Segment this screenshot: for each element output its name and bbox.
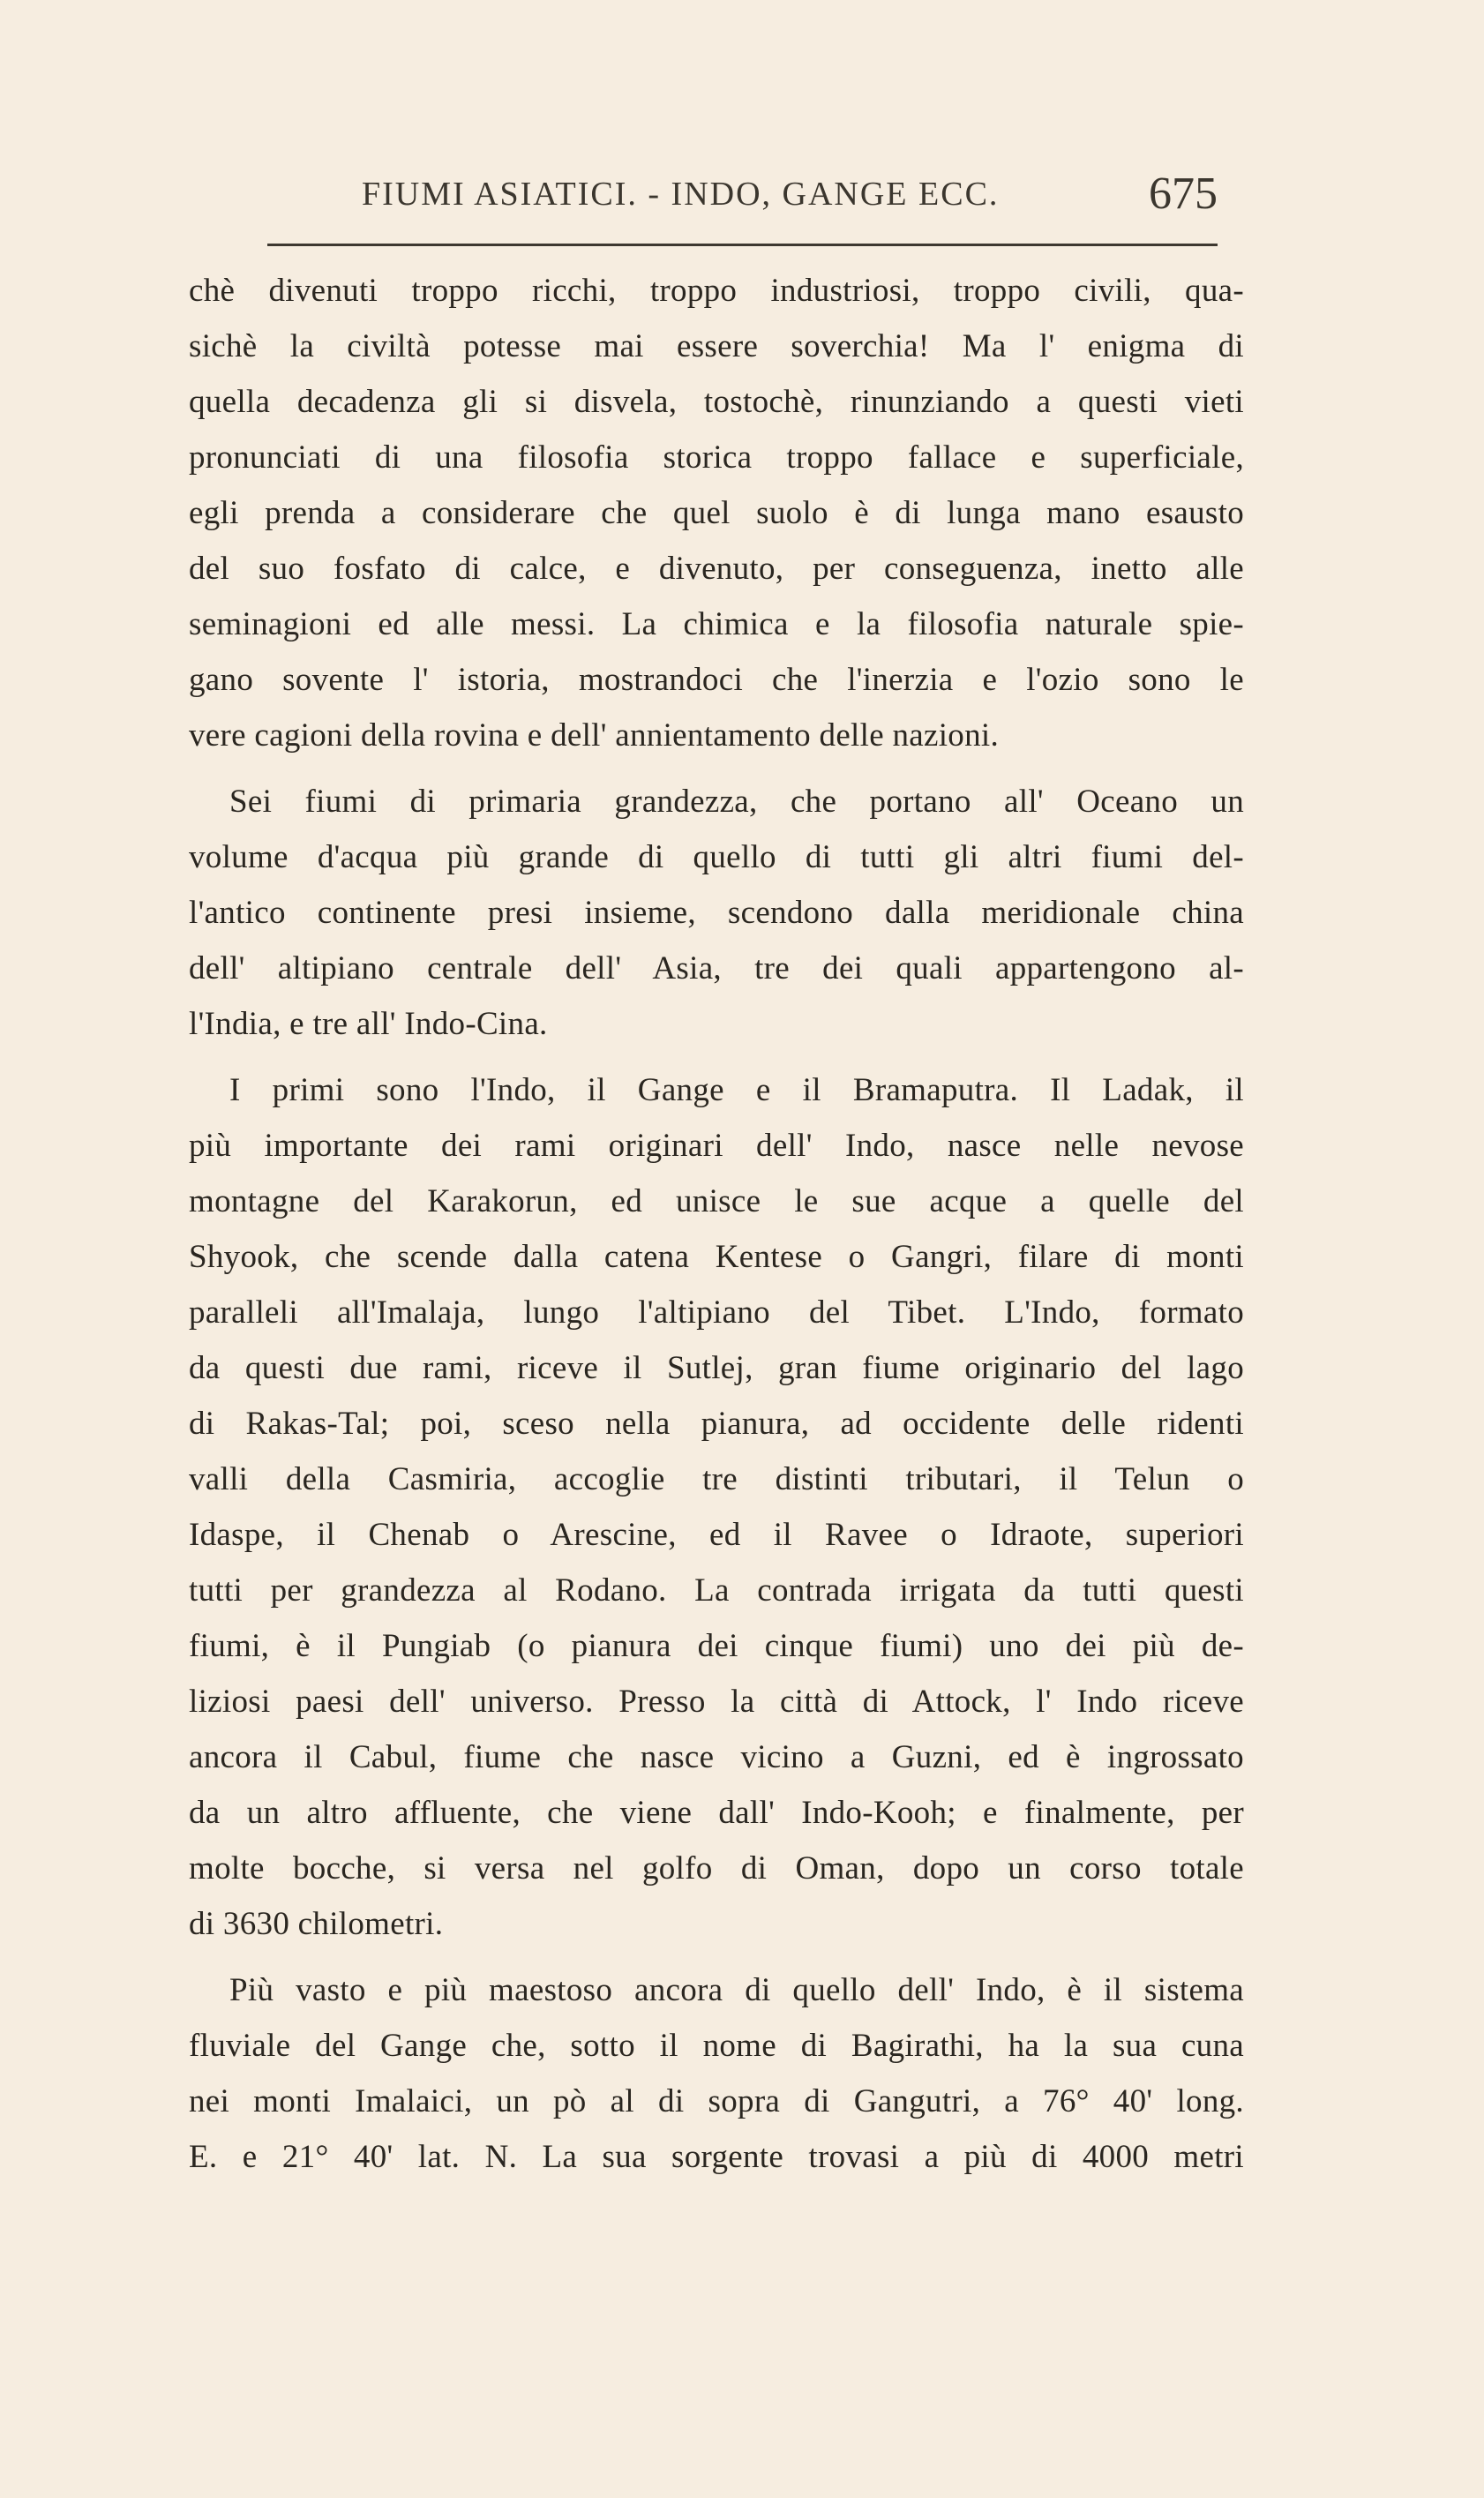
text-line: seminagioni ed alle messi. La chimica e la filosofia naturale spie- [189, 606, 1244, 642]
text-line: egli prenda a considerare che quel suolo è di lunga mano esausto [189, 495, 1244, 531]
text-line: da questi due rami, riceve il Sutlej, gran fiume originario del lago [189, 1350, 1244, 1386]
text-line: l'India, e tre all' Indo-Cina. [189, 1006, 548, 1042]
text-line: nei monti Imalaici, un pò al di sopra di Gangutri, a 76° 40' long. [189, 2083, 1244, 2119]
paragraph [189, 774, 1244, 1052]
text-line: pronunciati di una filosofia storica troppo fallace e superficiale, [189, 439, 1244, 476]
text-line: liziosi paesi dell' universo. Presso la città di Attock, l' Indo riceve [189, 1684, 1244, 1720]
page-number: 675 [1149, 169, 1218, 219]
text-line: di 3630 chilometri. [189, 1906, 444, 1942]
text-line: E. e 21° 40' lat. N. La sua sorgente trovasi a più di 4000 metri [189, 2139, 1244, 2175]
paragraph [189, 263, 1244, 763]
text-line: Più vasto e più maestoso ancora di quello dell' Indo, è il sistema [229, 1972, 1244, 2008]
text-line: più importante dei rami originari dell' Indo, nasce nelle nevose [189, 1128, 1244, 1164]
running-head: FIUMI ASIATICI. - INDO, GANGE ECC. [362, 176, 1000, 213]
text-line: fiumi, è il Pungiab (o pianura dei cinque fiumi) uno dei più de- [189, 1628, 1244, 1664]
text-line: I primi sono l'Indo, il Gange e il Bramaputra. Il Ladak, il [229, 1072, 1244, 1108]
text-line: Shyook, che scende dalla catena Kentese o Gangri, filare di monti [189, 1239, 1244, 1275]
text-line: montagne del Karakorun, ed unisce le sue acque a quelle del [189, 1183, 1244, 1219]
text-line: ancora il Cabul, fiume che nasce vicino a Guzni, ed è ingrossato [189, 1739, 1244, 1775]
text-line: sichè la civiltà potesse mai essere soverchia! Ma l' enigma di [189, 328, 1244, 364]
text-line: molte bocche, si versa nel golfo di Oman, dopo un corso totale [189, 1850, 1244, 1887]
text-line: fluviale del Gange che, sotto il nome di Bagirathi, ha la sua cuna [189, 2028, 1244, 2064]
text-line: gano sovente l' istoria, mostrandoci che l'inerzia e l'ozio sono le [189, 662, 1244, 698]
text-line: di Rakas-Tal; poi, sceso nella pianura, ad occidente delle ridenti [189, 1406, 1244, 1442]
text-line: l'antico continente presi insieme, scendono dalla meridionale china [189, 895, 1244, 931]
text-line: valli della Casmiria, accoglie tre distinti tributari, il Telun o [189, 1461, 1244, 1497]
text-line: dell' altipiano centrale dell' Asia, tre dei quali appartengono al- [189, 950, 1244, 986]
page-header [265, 168, 1218, 229]
text-line: volume d'acqua più grande di quello di tutti gli altri fiumi del- [189, 839, 1244, 875]
text-line: del suo fosfato di calce, e divenuto, per conseguenza, inetto alle [189, 551, 1244, 587]
paragraph [189, 1062, 1244, 1952]
text-line: Sei fiumi di primaria grandezza, che portano all' Oceano un [229, 784, 1244, 820]
text-line: da un altro affluente, che viene dall' Indo-Kooh; e finalmente, per [189, 1795, 1244, 1831]
header-rule [267, 244, 1218, 246]
text-line: chè divenuti troppo ricchi, troppo industriosi, troppo civili, qua- [189, 273, 1244, 309]
text-line: quella decadenza gli si disvela, tostochè, rinunziando a questi vieti [189, 384, 1244, 420]
text-line: paralleli all'Imalaja, lungo l'altipiano del Tibet. L'Indo, formato [189, 1294, 1244, 1331]
text-line: tutti per grandezza al Rodano. La contrada irrigata da tutti questi [189, 1572, 1244, 1609]
text-line: Idaspe, il Chenab o Arescine, ed il Ravee o Idraote, superiori [189, 1517, 1244, 1553]
text-line: vere cagioni della rovina e dell' annientamento delle nazioni. [189, 717, 1000, 754]
body-text [189, 263, 1244, 2185]
paragraph [189, 1962, 1244, 2185]
